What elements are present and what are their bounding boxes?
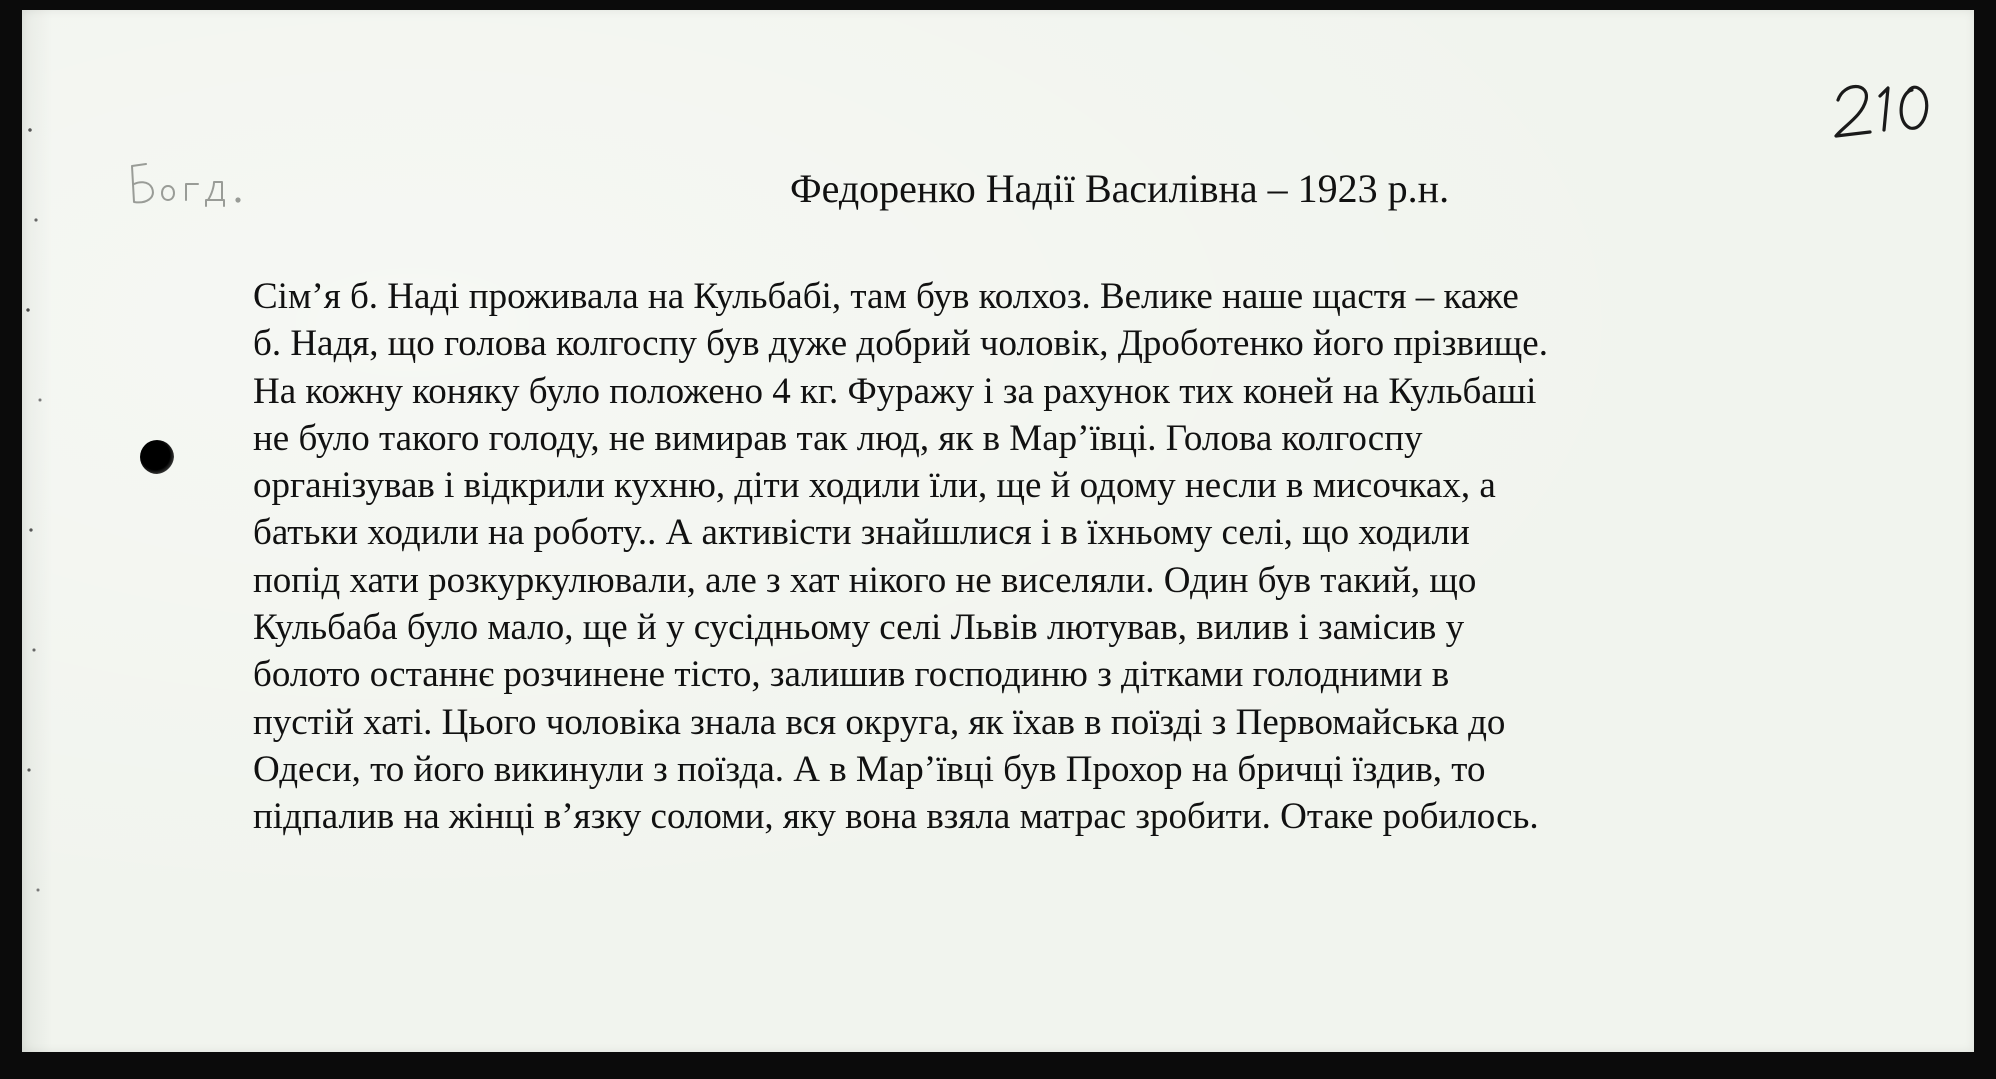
body-line: На кожну коняку було положено 4 кг. Фуражу і за рахунок тих коней на Кульбаші [253, 370, 1537, 412]
body-line: болото останнє розчинене тісто, залишив господиню з дітками голодними в [253, 654, 1450, 696]
document-body [253, 273, 1893, 841]
body-line: Одеси, то його викинули з поїзда. А в Мар’ївці був Прохор на бричці їздив, то [253, 748, 1486, 790]
body-line: підпалив на жінці в’язку соломи, яку вона взяла матрас зробити. Отаке робилось. [253, 796, 1539, 838]
pencil-margin-note [128, 150, 258, 220]
punch-hole [140, 440, 174, 474]
body-line: не було такого голоду, не вимирав так люд, як в Мар’ївці. Голова колгоспу [253, 417, 1423, 459]
handwritten-page-number [1830, 60, 1940, 150]
body-line: організував і відкрили кухню, діти ходили їли, ще й одому несли в мисочках, а [253, 465, 1496, 507]
body-line: попід хати розкуркулювали, але з хат нікого не виселяли. Один був такий, що [253, 559, 1477, 601]
body-line: Кульбаба було мало, ще й у сусідньому селі Львів лютував, вилив і замісив у [253, 607, 1465, 649]
document-title: Федоренко Надії Василівна – 1923 р.н. [790, 166, 1450, 211]
body-line: Сім’я б. Наді проживала на Кульбабі, там був колхоз. Велике наше щастя – каже [253, 276, 1519, 317]
body-line: б. Надя, що голова колгоспу був дуже добрий чоловік, Дроботенко його прізвище. [253, 323, 1548, 365]
body-line: батьки ходили на роботу.. А активісти знайшлися і в їхньому селі, що ходили [253, 512, 1470, 554]
body-line: пустій хаті. Цього чоловіка знала вся округа, як їхав в поїзді з Первомайська до [253, 701, 1506, 743]
